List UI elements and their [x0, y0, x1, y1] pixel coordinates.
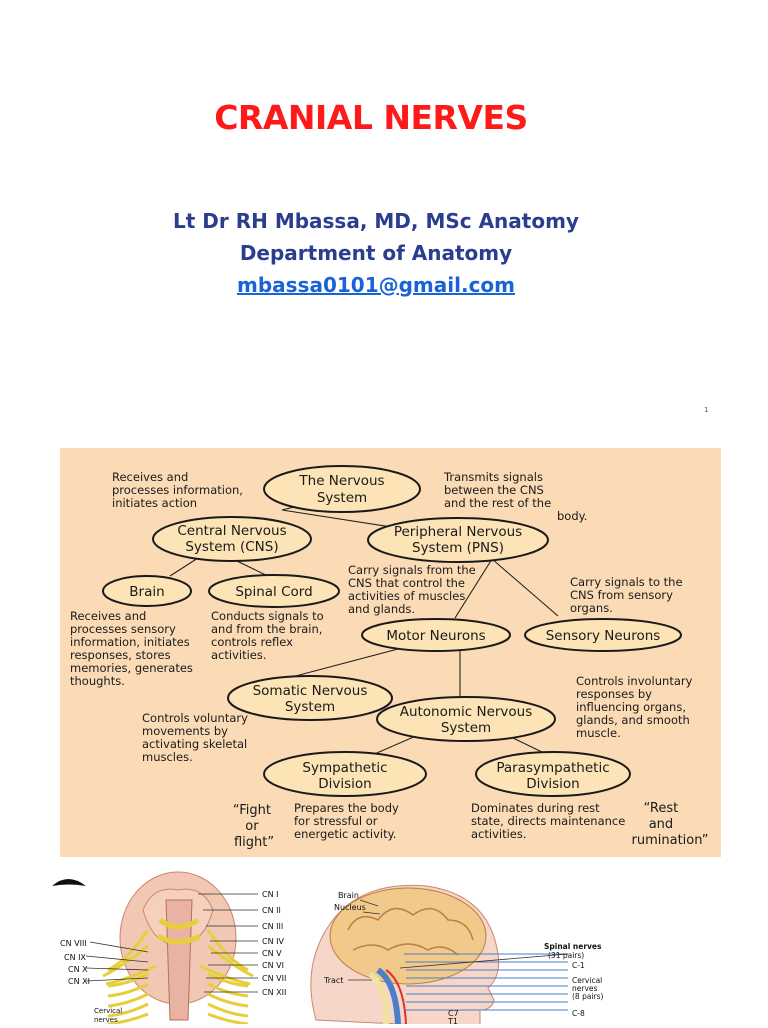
label-cns-1: Central Nervous — [177, 523, 287, 539]
label-nucleus: Nucleus — [334, 903, 366, 912]
svg-text:System (CNS) — [185, 539, 278, 555]
svg-text:Parasympathetic — [496, 760, 609, 776]
svg-text:Spinal Cord — [235, 584, 312, 600]
svg-text:Brain — [129, 584, 164, 600]
label-nervous-1: The Nervous — [299, 473, 385, 489]
label-pns-2: System (PNS) — [412, 540, 504, 556]
brainstem-figure — [60, 872, 286, 1024]
note-somatic-role: Controls voluntary movements by activating skeletal muscles. — [142, 711, 248, 764]
label-somatic-2: System — [284, 699, 336, 715]
label-cn-vi: CN VI — [262, 961, 284, 970]
label-cn-xii: CN XII — [262, 988, 287, 997]
label-cn-v: CN V — [262, 949, 282, 958]
label-parasympathetic-1: Parasympathetic — [496, 760, 610, 776]
label-cn-vii: CN VII — [262, 974, 287, 983]
label-cn-xi: CN XI — [68, 977, 90, 986]
svg-text:System — [441, 720, 491, 736]
label-cns-2: System (CNS) — [185, 539, 279, 555]
note-motor-role: Carry signals from the CNS that control the activities of muscles and glands. — [348, 563, 476, 616]
label-somatic-1: Somatic Nervous — [252, 683, 368, 699]
label-sympathetic-1: Sympathetic — [302, 760, 388, 776]
note-autonomic-role: Controls involuntary responses by influencing organs, glands, and smooth muscle. — [576, 674, 693, 740]
label-cervical-right: Cervical — [572, 976, 603, 985]
label-spinal-nerves: Spinal nerves — [544, 942, 602, 951]
slide-title: CRANIAL NERVES — [214, 98, 528, 137]
nervous-system-diagram — [60, 448, 721, 857]
label-cn-i: CN I — [262, 890, 279, 899]
svg-text:Division — [526, 776, 580, 792]
note-sensory-role: Carry signals to the CNS from sensory organs. — [570, 575, 683, 615]
anatomy-svg — [48, 870, 728, 1024]
svg-text:Sympathetic — [302, 760, 387, 776]
label-cn-x: CN X — [68, 965, 88, 974]
note-parasympathetic-role: Dominates during rest state, directs maintenance activities. — [471, 801, 626, 841]
svg-text:Motor Neurons — [386, 628, 485, 644]
department-name: Department of Anatomy — [239, 241, 513, 265]
svg-text:Autonomic Nervous — [400, 704, 533, 720]
label-c1: C-1 — [572, 961, 585, 970]
label-parasympathetic-2: Division — [526, 776, 580, 792]
label-cn-iv: CN IV — [262, 937, 284, 946]
head-spine-figure — [311, 885, 604, 1024]
label-brain: Brain — [338, 891, 359, 900]
label-8-pairs: (8 pairs) — [572, 992, 604, 1001]
svg-text:System — [317, 490, 367, 506]
label-spinal-cord: Spinal Cord — [235, 584, 313, 600]
label-cn-ii: CN II — [262, 906, 281, 915]
label-tract: Tract — [324, 976, 344, 985]
label-sympathetic-2: Division — [318, 776, 372, 792]
anatomy-figures — [48, 870, 728, 1024]
label-t1: T1 — [448, 1017, 458, 1024]
note-pns-role: Transmits signals between the CNS and the rest of the body. — [444, 470, 588, 523]
label-cervical-nerves: nerves — [94, 1016, 118, 1024]
label-brain: Brain — [129, 584, 165, 600]
label-sensory: Sensory Neurons — [545, 628, 661, 644]
label-c7: C7 — [448, 1009, 459, 1018]
email-link[interactable]: mbassa0101@gmail.com — [236, 273, 516, 297]
label-autonomic-2: System — [440, 720, 492, 736]
diagram-svg — [60, 448, 721, 857]
note-brain-role: Receives and processes sensory information, initiates responses, stores memories, generates thoughts. — [70, 609, 193, 688]
note-cns-role: Receives and processes information, initiates action — [112, 470, 243, 510]
label-31-pairs: (31 pairs) — [548, 951, 585, 960]
note-spinal-role: Conducts signals to and from the brain, controls reflex activities. — [211, 609, 324, 662]
svg-text:The Nervous — [298, 473, 384, 489]
svg-text:System (PNS) — [412, 540, 504, 556]
label-cn-ix: CN IX — [64, 953, 86, 962]
label-nervous-2: System — [316, 490, 368, 506]
label-nerves-right: nerves — [572, 984, 598, 993]
svg-text:System — [285, 699, 335, 715]
torn-edge-mark — [52, 879, 86, 886]
email-line — [0, 273, 752, 297]
svg-text:Central Nervous — [177, 523, 286, 539]
label-motor: Motor Neurons — [386, 628, 486, 644]
label-c8: C-8 — [572, 1009, 585, 1018]
label-cn-viii: CN VIII — [60, 939, 87, 948]
svg-text:Division — [318, 776, 372, 792]
label-pns-1: Peripheral Nervous — [393, 524, 523, 540]
quote-rest: “Rest and rumination” — [631, 801, 709, 848]
svg-text:Peripheral Nervous — [394, 524, 522, 540]
quote-fight: “Fight or flight” — [232, 803, 275, 850]
author-name: Lt Dr RH Mbassa, MD, MSc Anatomy — [173, 209, 579, 233]
svg-text:Sensory Neurons — [546, 628, 661, 644]
page-number: 1 — [704, 406, 709, 414]
label-cn-iii: CN III — [262, 922, 284, 931]
label-cervical: Cervical — [94, 1007, 123, 1015]
label-autonomic-1: Autonomic Nervous — [399, 704, 533, 720]
note-sympathetic-role: Prepares the body for stressful or energetic activity. — [294, 801, 399, 841]
svg-text:Somatic Nervous — [253, 683, 368, 699]
